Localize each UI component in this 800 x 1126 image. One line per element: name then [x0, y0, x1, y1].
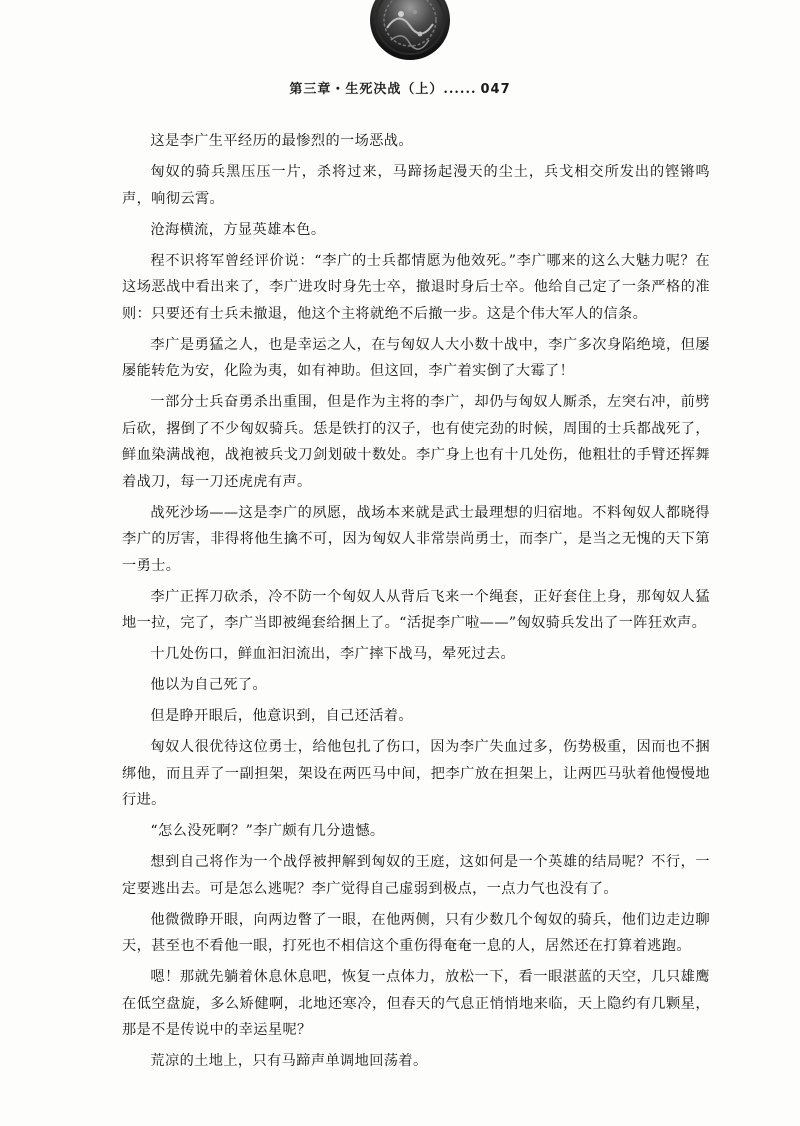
chapter-title: 第三章・生死决战（上）......	[289, 82, 477, 97]
paragraph: “怎么没死啊？”李广颇有几分遗憾。	[150, 823, 385, 839]
paragraph: 嗯！那就先躺着休息休息吧，恢复一点体力，放松一下，看一眼湛蓝的天空，几只雄鹰在低空盘旋，多么矫健啊，北地还寒冷，但春天的气息正悄悄地来临，天上隐约有几颗星，那是不是传说中的幸运星呢？	[122, 969, 710, 1038]
running-header	[0, 78, 800, 97]
page-number: 047	[480, 82, 511, 97]
paragraph: 想到自己将作为一个战俘被押解到匈奴的王庭，这如何是一个英雄的结局呢？不行，一定要逃出去。可是怎么逃呢？李广觉得自己虚弱到极点，一点力气也没有了。	[122, 854, 710, 897]
paragraph: 战死沙场——这是李广的夙愿，战场本来就是武士最理想的归宿地。不料匈奴人都晓得李广的厉害，非得将他生擒不可，因为匈奴人非常崇尚勇士，而李广，是当之无愧的天下第一勇士。	[122, 504, 710, 574]
paragraph: 匈奴人很优待这位勇士，给他包扎了伤口，因为李广失血过多，伤势极重，因而也不捆绑他，而且弄了一副担架，架设在两匹马中间，把李广放在担架上，让两匹马驮着他慢慢地行进。	[122, 739, 710, 808]
paragraph: 他微微睁开眼，向两边瞥了一眼，在他两侧，只有少数几个匈奴的骑兵，他们边走边聊天，甚至也不看他一眼，打死也不相信这个重伤得奄奄一息的人，居然还在打算着逃跑。	[122, 911, 710, 954]
paragraph: 李广正挥刀砍杀，冷不防一个匈奴人从背后飞来一个绳套，正好套住上身，那匈奴人猛地一拉，完了，李广当即被绳套给捆上了。“活捉李广啦——”匈奴骑兵发出了一阵狂欢声。	[122, 588, 710, 631]
paragraph: 这是李广生平经历的最惨烈的一场恶战。	[150, 133, 413, 149]
paragraph: 他以为自己死了。	[150, 677, 268, 693]
paragraph: 十几处伤口，鲜血汩汩流出，李广摔下战马，晕死过去。	[150, 646, 516, 662]
paragraph: 李广是勇猛之人，也是幸运之人，在与匈奴人大小数十战中，李广多次身陷绝境，但屡屡能转危为安，化险为夷，如有神助。但这回，李广着实倒了大霉了！	[122, 336, 710, 379]
chapter-body	[122, 128, 710, 1079]
paragraph: 匈奴的骑兵黑压压一片，杀将过来，马蹄扬起漫天的尘土，兵戈相交所发出的铿锵鸣声，响彻云霄。	[122, 164, 710, 207]
paragraph: 但是睁开眼后，他意识到，自己还活着。	[150, 708, 413, 724]
paragraph: 荒凉的土地上，只有马蹄声单调地回荡着。	[150, 1053, 428, 1069]
paragraph: 一部分士兵奋勇杀出重围，但是作为主将的李广，却仍与匈奴人厮杀，左突右冲，前劈后砍，撂倒了不少匈奴骑兵。恁是铁打的汉子，也有使完劲的时候，周围的士兵都战死了，鲜血染满战袍，战袍被兵戈刀剑划破十数处。李广身上也有十几处伤，他粗壮的手臂还挥舞着战刀，每一刀还虎虎有声。	[122, 394, 710, 490]
paragraph: 沧海横流，方显英雄本色。	[150, 221, 326, 238]
ornament-medallion-icon	[365, 0, 455, 62]
paragraph: 程不识将军曾经评价说：“李广的士兵都情愿为他效死。”李广哪来的这么大魅力呢？在这场恶战中看出来了，李广进攻时身先士卒，撤退时身后士卒。他给自己定了一条严格的准则：只要还有士兵未撤退，他这个主将就绝不后撤一步。这是个伟大军人的信条。	[122, 252, 710, 322]
